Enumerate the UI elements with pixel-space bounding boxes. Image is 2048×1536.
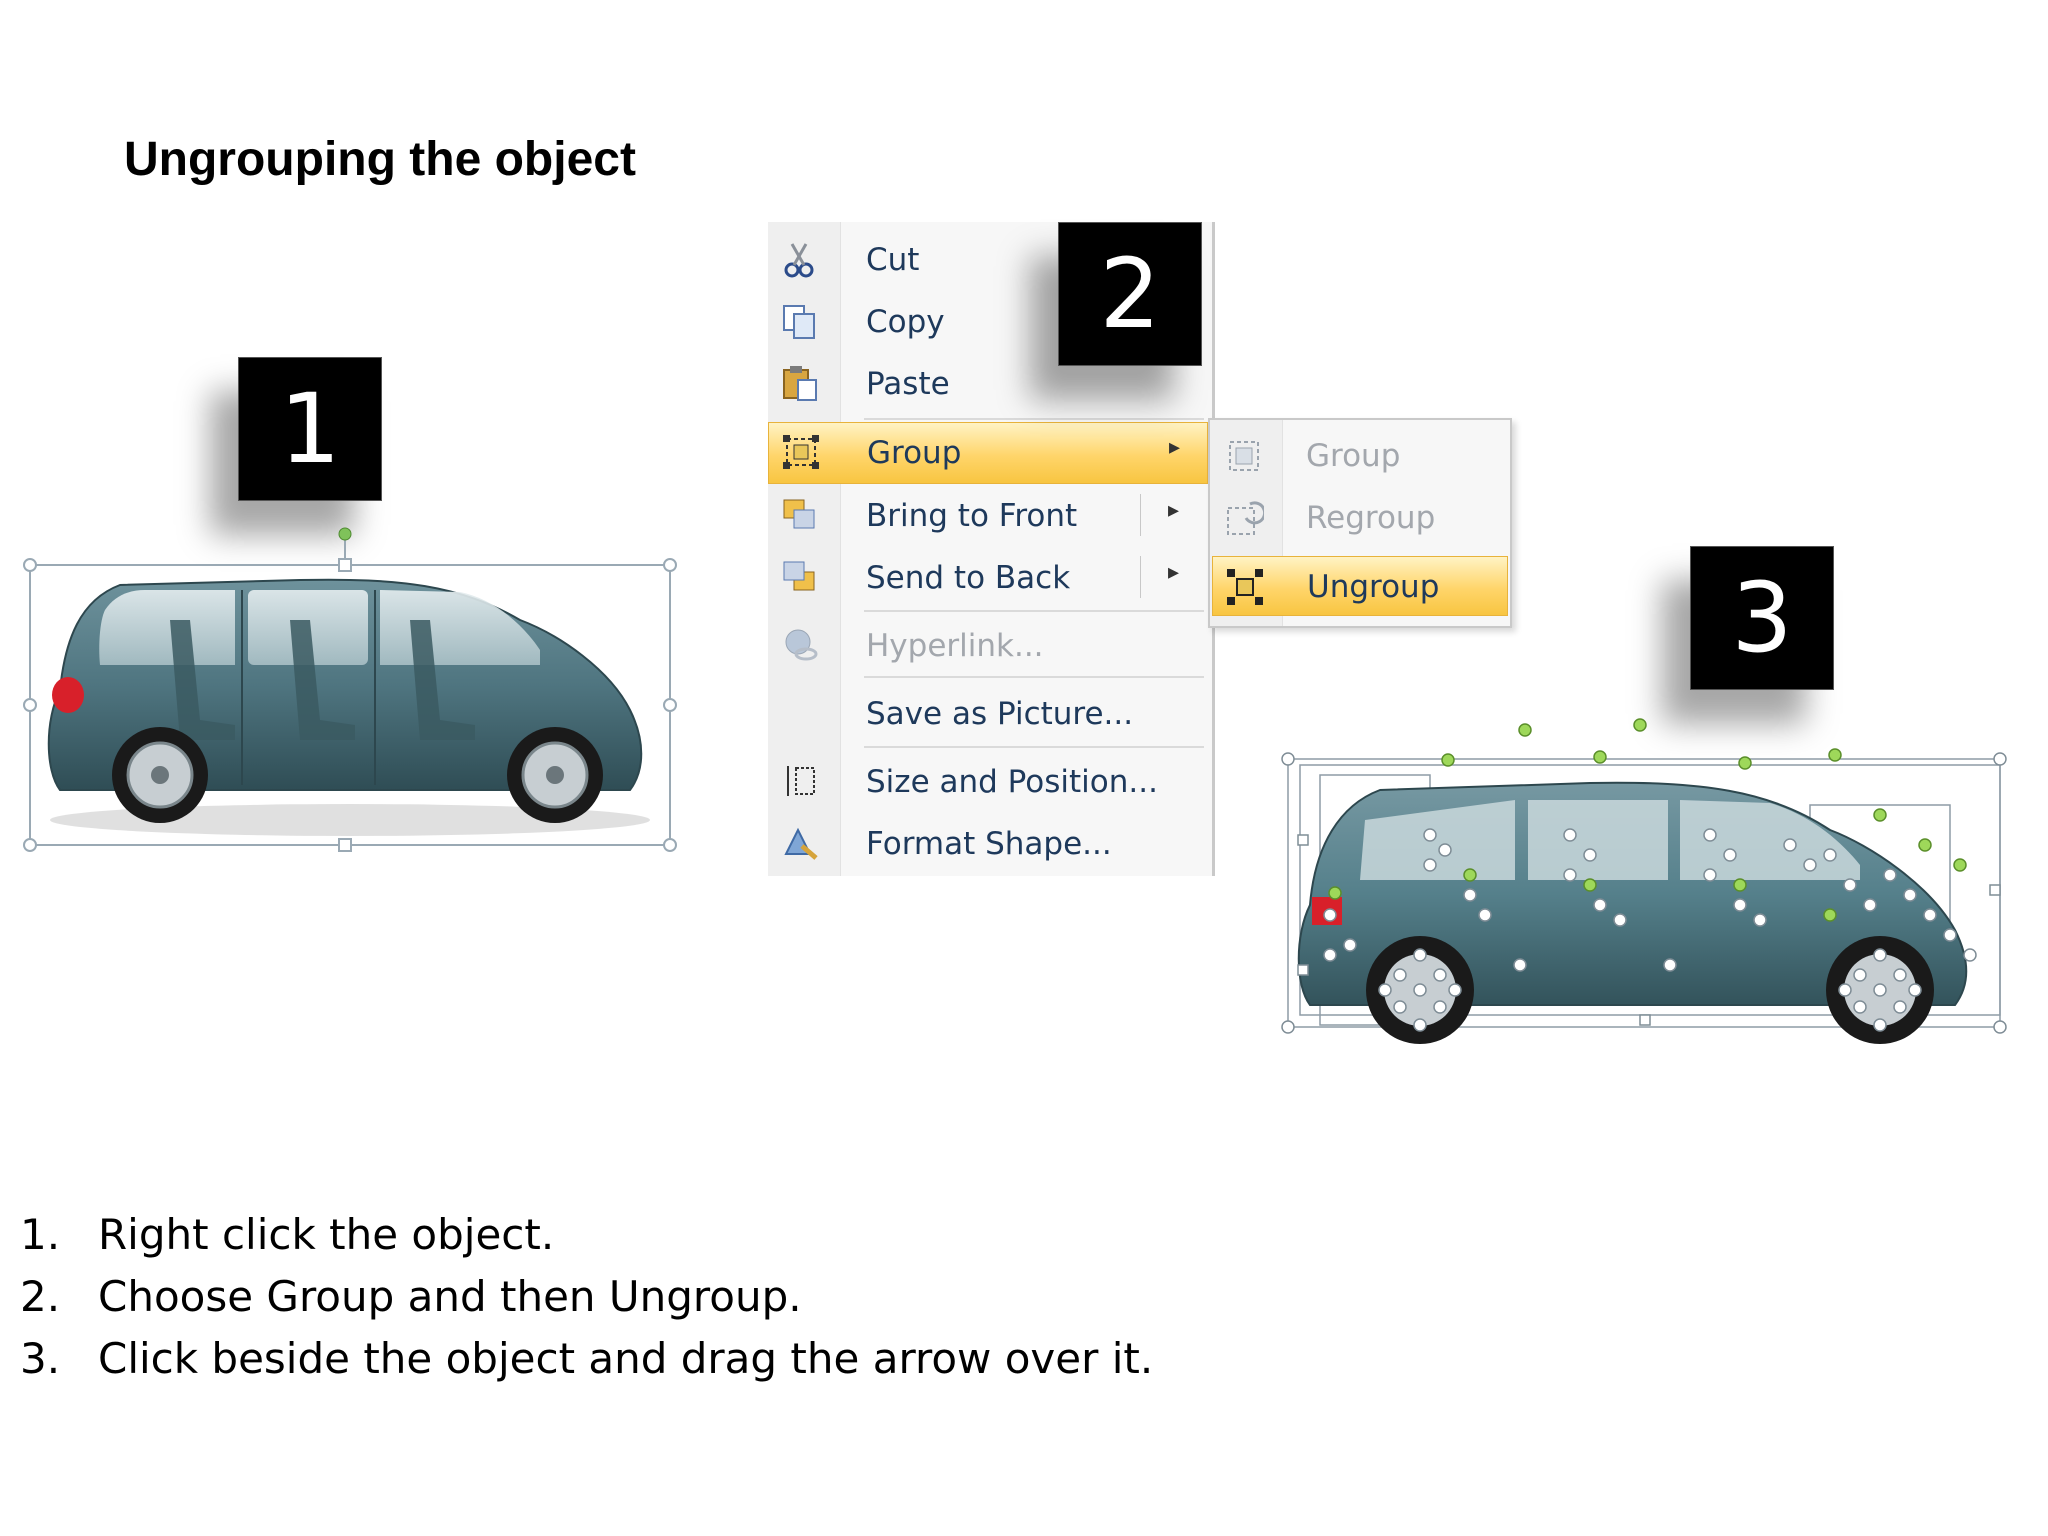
submenu-item-regroup[interactable] — [1212, 488, 1508, 548]
menu-item-label: Copy — [866, 304, 945, 340]
menu-separator — [864, 676, 1204, 678]
step-badge-2: 2 — [1058, 222, 1202, 366]
submenu-item-label: Ungroup — [1307, 569, 1440, 605]
menu-item-label: Paste — [866, 366, 950, 402]
menu-item-size-and-position[interactable] — [768, 752, 1208, 810]
submenu-arrow-icon: ▸ — [1169, 435, 1181, 460]
menu-item-label: Group — [867, 435, 962, 471]
paste-icon — [780, 364, 820, 402]
group-icon — [1224, 436, 1264, 476]
regroup-icon — [1224, 498, 1264, 538]
submenu-item-label: Group — [1306, 438, 1401, 474]
menu-item-label: Format Shape... — [866, 826, 1112, 862]
menu-item-label: Bring to Front — [866, 498, 1078, 534]
ungroup-icon — [1225, 567, 1265, 607]
menu-item-label: Cut — [866, 242, 920, 278]
submenu-arrow-icon[interactable]: ▸ — [1168, 498, 1180, 523]
split-divider — [1140, 494, 1141, 536]
submenu-item-group[interactable] — [1212, 426, 1508, 486]
submenu-item-ungroup[interactable] — [1212, 556, 1508, 616]
step-badge-1: 1 — [238, 357, 382, 501]
list-item-text: Right click the object. — [98, 1210, 555, 1259]
list-item-text: Choose Group and then Ungroup. — [98, 1272, 802, 1321]
bring-to-front-icon — [780, 496, 820, 534]
menu-separator — [864, 418, 1204, 420]
menu-item-bring-to-front[interactable] — [768, 486, 1208, 544]
menu-separator — [864, 610, 1204, 612]
menu-item-group[interactable] — [768, 422, 1208, 484]
hyperlink-icon — [780, 626, 820, 664]
menu-item-label: Send to Back — [866, 560, 1071, 596]
menu-separator — [864, 746, 1204, 748]
list-item-number: 1. — [20, 1210, 61, 1259]
send-to-back-icon — [780, 558, 820, 596]
menu-item-format-shape[interactable] — [768, 814, 1208, 872]
scissors-icon — [780, 240, 820, 278]
submenu-arrow-icon[interactable]: ▸ — [1168, 560, 1180, 585]
submenu-item-label: Regroup — [1306, 500, 1436, 536]
menu-item-save-as-picture[interactable] — [768, 684, 1208, 742]
step-badge-3: 3 — [1690, 546, 1834, 690]
split-divider — [1140, 556, 1141, 598]
menu-item-hyperlink[interactable] — [768, 616, 1208, 674]
group-submenu — [1208, 418, 1512, 628]
rotation-handle[interactable] — [339, 528, 351, 540]
list-item-text: Click beside the object and drag the arrow over it. — [98, 1334, 1154, 1383]
menu-item-label: Hyperlink... — [866, 628, 1044, 664]
list-item-number: 3. — [20, 1334, 61, 1383]
size-position-icon — [780, 762, 820, 800]
menu-item-label: Size and Position... — [866, 764, 1158, 800]
list-item-number: 2. — [20, 1272, 61, 1321]
copy-icon — [780, 302, 820, 340]
slide-title: Ungrouping the object — [124, 133, 636, 186]
group-icon — [781, 433, 821, 471]
van-ungrouped-object[interactable] — [1270, 715, 2010, 1085]
van-grouped-object[interactable] — [20, 520, 680, 860]
menu-item-label: Save as Picture... — [866, 696, 1134, 732]
format-shape-icon — [780, 824, 820, 862]
menu-item-send-to-back[interactable] — [768, 548, 1208, 606]
